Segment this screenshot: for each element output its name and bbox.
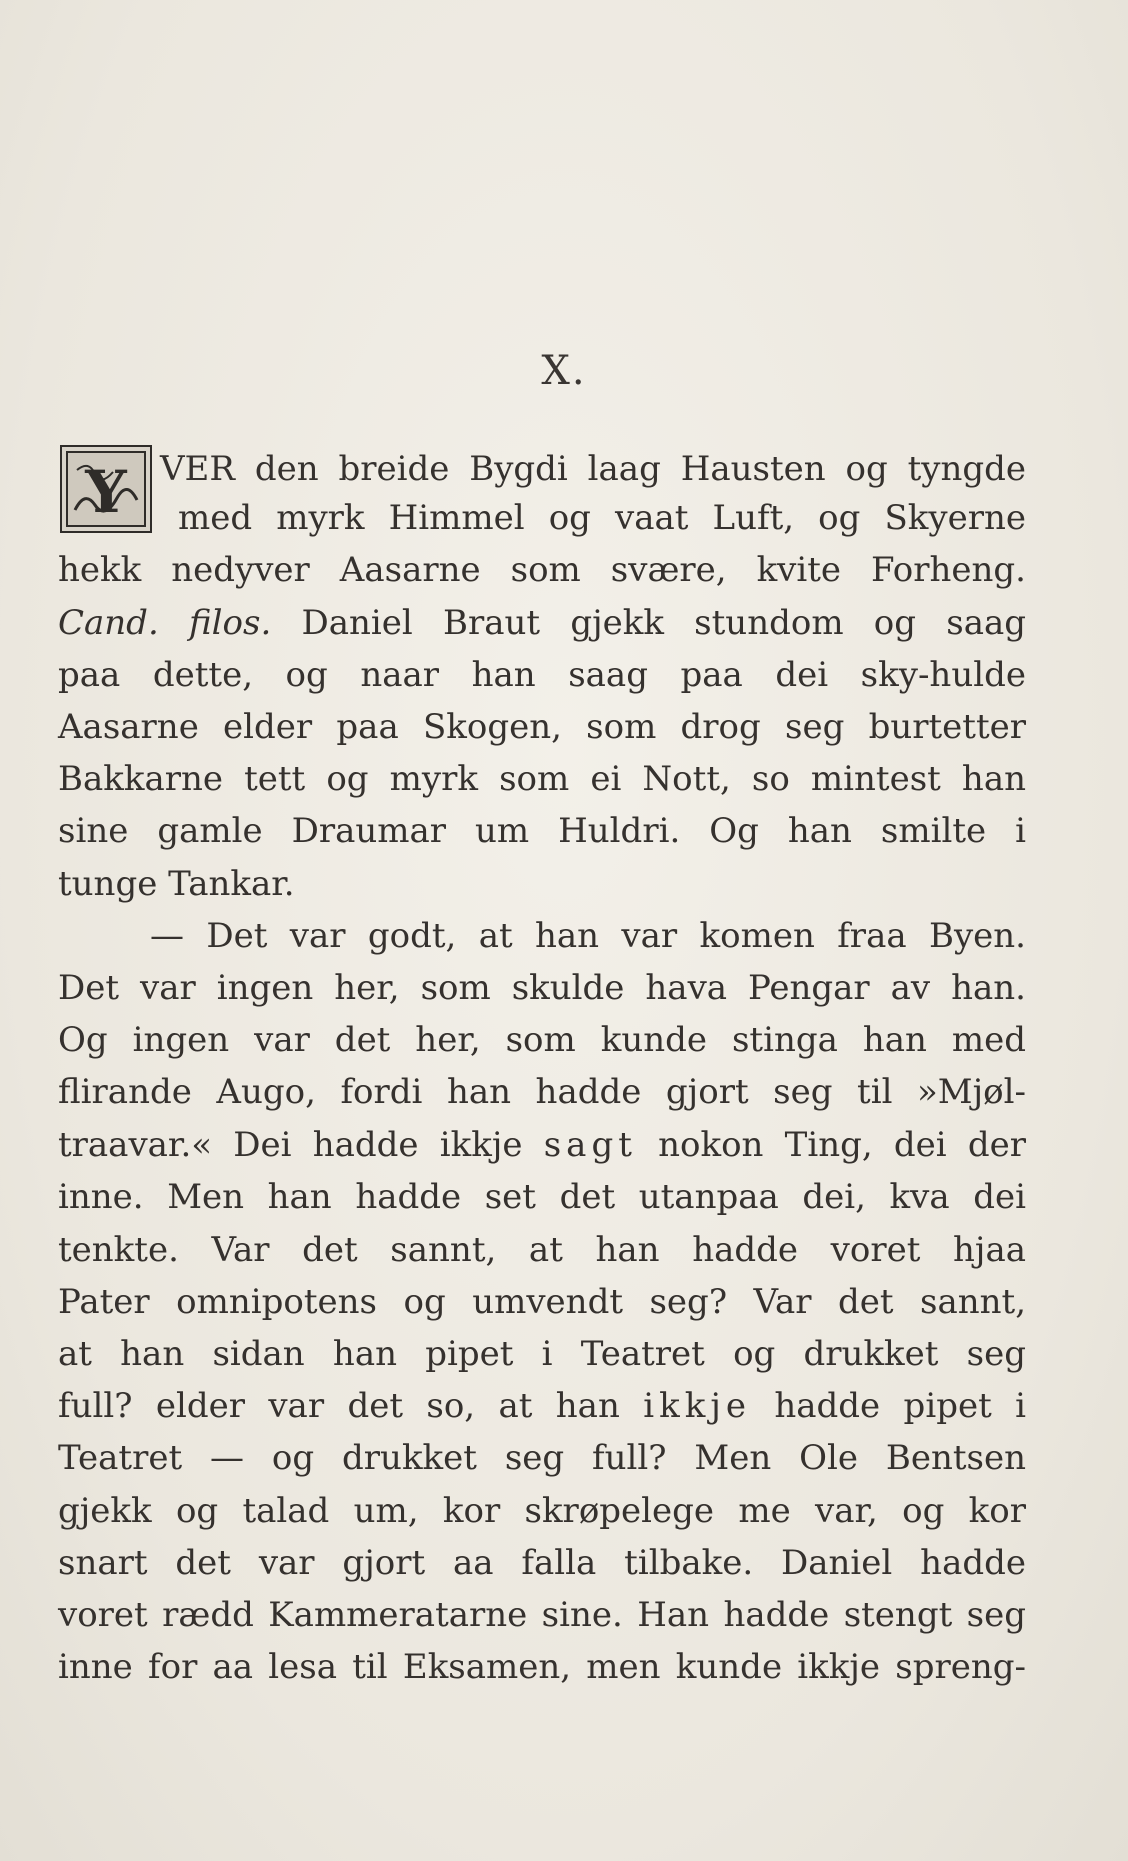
- spaced-word-sagt: sagt: [543, 1125, 637, 1165]
- spaced-word-ikkje: ikkje: [643, 1386, 751, 1426]
- text-line-2: med myrk Himmel og vaat Luft, og Skyerne: [178, 498, 1026, 538]
- text-line-10: — Det var godt, at han var komen fraa Byen.: [150, 916, 1026, 956]
- text-line-24: inne for aa lesa til Eksamen, men kunde ikkje spreng-: [58, 1647, 1026, 1687]
- italic-title: Cand. filos.: [58, 603, 272, 643]
- text-line-9: tunge Tankar.: [58, 864, 295, 904]
- text-line-17: Pater omnipotens og umvendt seg? Var det sannt,: [58, 1282, 1026, 1322]
- text-line-12: Og ingen var det her, som kunde stinga han med: [58, 1020, 1026, 1060]
- text-line-5: paa dette, og naar han saag paa dei sky-hulde: [58, 655, 1026, 695]
- text-line-6: Aasarne elder paa Skogen, som drog seg burtetter: [58, 707, 1026, 747]
- drop-cap-letter: Y: [85, 458, 127, 526]
- text-line-23: voret rædd Kammeratarne sine. Han hadde stengt seg: [58, 1595, 1026, 1635]
- text-line-8: sine gamle Draumar um Huldri. Og han smilte i: [58, 811, 1026, 851]
- text-line-21: gjekk og talad um, kor skrøpelege me var, og kor: [58, 1491, 1026, 1531]
- text-line-3: hekk nedyver Aasarne som svære, kvite Forheng.: [58, 550, 1026, 590]
- text-line-19: full? elder var det so, at han ikkje hadde pipet i: [58, 1386, 1026, 1426]
- ornamental-initial-icon: [65, 450, 147, 528]
- chapter-heading: X.: [541, 348, 587, 394]
- text-line-11: Det var ingen her, som skulde hava Pengar av han.: [58, 968, 1026, 1008]
- text-line-15: inne. Men han hadde set det utanpaa dei, kva dei: [58, 1177, 1026, 1217]
- text-line-1: VER den breide Bygdi laag Hausten og tyngde: [160, 449, 1026, 489]
- text-line-13: flirande Augo, fordi han hadde gjort seg til »Mjøl-: [58, 1072, 1026, 1112]
- text-line-4: Cand. filos. Daniel Braut gjekk stundom og saag: [58, 603, 1027, 643]
- drop-cap-initial: [60, 445, 152, 533]
- text-line-22: snart det var gjort aa falla tilbake. Daniel hadde: [58, 1543, 1026, 1583]
- text-line-7: Bakkarne tett og myrk som ei Nott, so mintest han: [58, 759, 1026, 799]
- text-line-20: Teatret — og drukket seg full? Men Ole Bentsen: [58, 1438, 1026, 1478]
- text-line-14: traavar.« Dei hadde ikkje sagt nokon Ting, dei der: [58, 1125, 1026, 1165]
- text-line-18: at han sidan han pipet i Teatret og drukket seg: [58, 1334, 1026, 1374]
- text-line-16: tenkte. Var det sannt, at han hadde voret hjaa: [58, 1230, 1026, 1270]
